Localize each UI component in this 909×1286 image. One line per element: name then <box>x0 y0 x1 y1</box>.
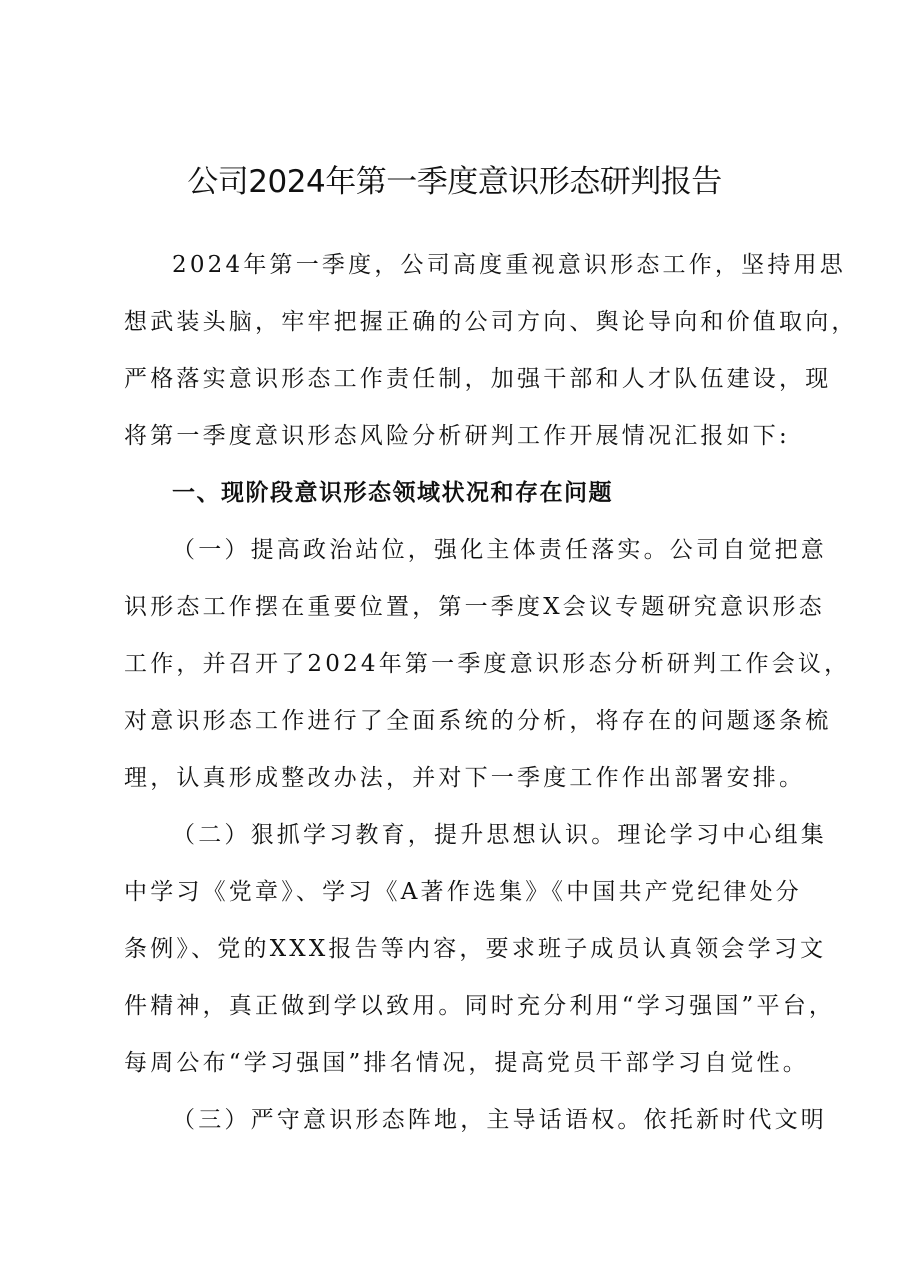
item-1-line-2: 识形态工作摆在重要位置，第一季度X会议专题研究意识形态 <box>124 594 825 620</box>
intro-line-4: 将第一季度意识形态风险分析研判工作开展情况汇报如下: <box>124 423 790 449</box>
intro-line-2: 想武装头脑，牢牢把握正确的公司方向、舆论导向和价值取向， <box>124 309 858 335</box>
item-2-line-5: 每周公布“学习强国”排名情况，提高党员干部学习自觉性。 <box>124 1050 809 1076</box>
item-2-line-3: 条例》、党的XXX报告等内容，要求班子成员认真领会学习文 <box>124 936 827 962</box>
item-2-line-2: 中学习《党章》、学习《A著作选集》《中国共产党纪律处分 <box>124 879 803 905</box>
intro-line-3: 严格落实意识形态工作责任制，加强干部和人才队伍建设，现 <box>124 366 832 392</box>
document-title: 公司2024年第一季度意识形态研判报告 <box>187 164 722 200</box>
item-3-line-1: （三）严守意识形态阵地，主导话语权。依托新时代文明 <box>172 1107 827 1133</box>
item-1-line-5: 理，认真形成整改办法，并对下一季度工作作出部署安排。 <box>124 765 806 791</box>
item-2-line-4: 件精神，真正做到学以致用。同时充分利用“学习强国”平台， <box>124 993 836 1019</box>
item-2-line-1: （二）狠抓学习教育，提升思想认识。理论学习中心组集 <box>172 822 827 848</box>
intro-line-1: 2024年第一季度，公司高度重视意识形态工作，坚持用思 <box>172 252 846 278</box>
item-1-line-4: 对意识形态工作进行了全面系统的分析，将存在的问题逐条梳 <box>124 708 832 734</box>
item-1-line-1: （一）提高政治站位，强化主体责任落实。公司自觉把意 <box>172 537 827 563</box>
item-1-line-3: 工作，并召开了2024年第一季度意识形态分析研判工作会议， <box>124 651 851 677</box>
section-heading-1: 一、现阶段意识形态领域状况和存在问题 <box>172 480 613 506</box>
